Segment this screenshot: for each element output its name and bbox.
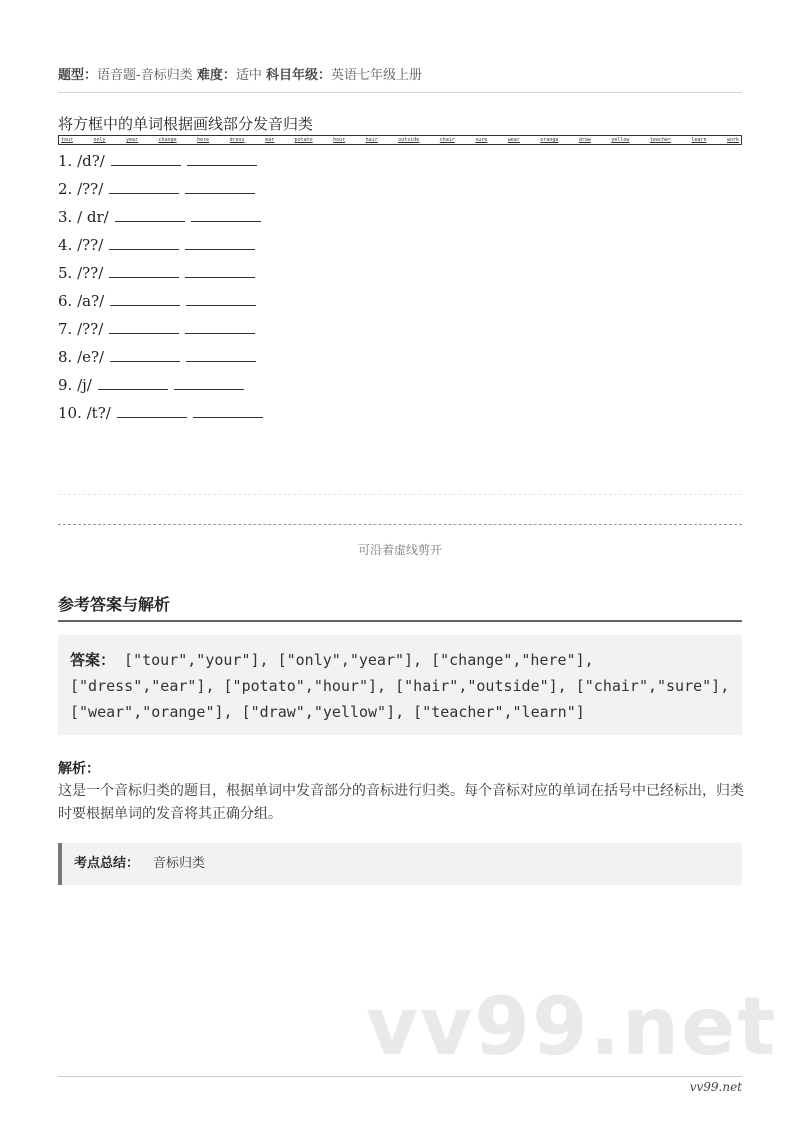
word-box-word: hour	[333, 137, 346, 143]
question-row	[58, 374, 263, 402]
question-row	[58, 346, 263, 374]
word-box-word: draw	[578, 137, 591, 143]
word-box-word: work	[726, 137, 739, 143]
footer-divider	[58, 1076, 742, 1077]
question-label: 7. /??/	[58, 320, 104, 338]
question-label: 10. /t?/	[58, 404, 111, 422]
question-list	[58, 150, 263, 430]
cut-label: 可沿着虚线剪开	[357, 543, 442, 557]
answer-box	[58, 635, 742, 735]
answer-blank[interactable]	[185, 319, 255, 334]
question-row	[58, 290, 263, 318]
answer-blank[interactable]	[193, 403, 263, 418]
word-box-word: chair	[439, 137, 455, 143]
answer-blank[interactable]	[185, 263, 255, 278]
answer-blank[interactable]	[185, 179, 255, 194]
word-box-word: outside	[398, 137, 420, 143]
word-box-word: dress	[229, 137, 245, 143]
word-box-word: only	[93, 137, 106, 143]
word-box-word: here	[197, 137, 210, 143]
dashed-divider	[58, 494, 742, 495]
answer-blank[interactable]	[174, 375, 244, 390]
answer-blank[interactable]	[117, 403, 187, 418]
cut-line	[58, 524, 742, 525]
question-row	[58, 150, 263, 178]
answer-blank[interactable]	[186, 347, 256, 362]
answer-blank[interactable]	[191, 207, 261, 222]
word-box-word: year	[126, 137, 139, 143]
question-label: 6. /a?/	[58, 292, 105, 310]
watermark: vv99.net	[366, 980, 778, 1073]
question-label: 4. /??/	[58, 236, 104, 254]
word-box-word: orange	[540, 137, 559, 143]
word-box-word: change	[158, 137, 177, 143]
type-value: 语音题-音标归类	[97, 68, 193, 83]
question-label: 3. / dr/	[58, 208, 109, 226]
question-meta	[58, 64, 422, 83]
answer-blank[interactable]	[110, 291, 180, 306]
answer-blank[interactable]	[109, 319, 179, 334]
summary-box	[58, 843, 742, 885]
subject-value: 英语七年级上册	[331, 68, 423, 83]
question-label: 5. /??/	[58, 264, 104, 282]
answer-section-title: 参考答案与解析	[58, 595, 171, 614]
question-label: 1. /d?/	[58, 152, 105, 170]
answer-blank[interactable]	[109, 263, 179, 278]
question-label: 8. /e?/	[58, 348, 105, 366]
word-box-word: sure	[475, 137, 488, 143]
question-row	[58, 234, 263, 262]
explanation-text: 这是一个音标归类的题目，根据单词中发音部分的音标进行归类。每个音标对应的单词在括号中已经标出，归类时要根据单词的发音将其正确分组。	[58, 783, 744, 822]
answer-blank[interactable]	[186, 291, 256, 306]
answer-blank[interactable]	[111, 151, 181, 166]
word-box	[58, 135, 742, 145]
answer-text: ["tour","your"], ["only","year"], ["change","here"], ["dress","ear"], ["potato","hour"], ["hair","outside"], ["chair","sure"], ["wear","orange"], ["draw","yellow"], ["teacher","learn"]	[70, 651, 730, 721]
question-row	[58, 402, 263, 430]
question-label: 9. /j/	[58, 376, 92, 394]
answer-label: 答案：	[70, 651, 116, 669]
word-box-word: potato	[294, 137, 313, 143]
answer-blank[interactable]	[185, 235, 255, 250]
explanation-title: 解析：	[58, 761, 100, 777]
word-box-word: ear	[265, 137, 275, 143]
word-box-word: tour	[61, 137, 74, 143]
answer-blank[interactable]	[109, 235, 179, 250]
answer-blank[interactable]	[115, 207, 185, 222]
subject-label: 科目年级：	[266, 68, 332, 83]
summary-value: 音标归类	[153, 856, 206, 871]
question-row	[58, 206, 263, 234]
question-row	[58, 262, 263, 290]
summary-label: 考点总结：	[74, 856, 140, 871]
question-label: 2. /??/	[58, 180, 104, 198]
instruction: 将方框中的单词根据画线部分发音归类	[58, 115, 314, 133]
type-label: 题型：	[58, 68, 98, 83]
answer-blank[interactable]	[109, 179, 179, 194]
answer-blank[interactable]	[110, 347, 180, 362]
word-box-word: teacher	[649, 137, 671, 143]
question-row	[58, 178, 263, 206]
word-box-word: hair	[365, 137, 378, 143]
difficulty-label: 难度：	[196, 68, 236, 83]
footer-site: vv99.net	[689, 1080, 742, 1094]
difficulty-value: 适中	[235, 68, 262, 83]
answer-section-divider	[58, 620, 742, 622]
meta-divider	[58, 92, 742, 93]
word-box-word: wear	[507, 137, 520, 143]
answer-blank[interactable]	[98, 375, 168, 390]
word-box-word: yellow	[611, 137, 630, 143]
word-box-word: learn	[691, 137, 707, 143]
answer-blank[interactable]	[187, 151, 257, 166]
question-row	[58, 318, 263, 346]
